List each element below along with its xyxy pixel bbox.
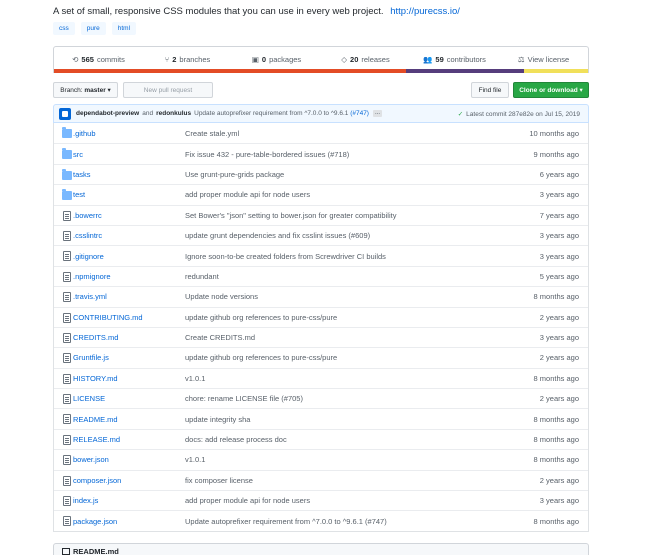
file-icon — [63, 211, 71, 221]
file-commit-message[interactable]: Ignore soon-to-be created folders from Screwdriver CI builds — [185, 251, 386, 261]
file-row[interactable] — [54, 143, 588, 163]
file-name-link[interactable]: Gruntfile.js — [73, 353, 109, 363]
file-name-link[interactable]: CREDITS.md — [73, 333, 119, 343]
file-commit-message[interactable]: Set Bower's "json" setting to bower.json for greater compatibility — [185, 210, 397, 220]
folder-icon — [62, 191, 72, 200]
branches-count: 2 — [172, 54, 177, 64]
file-commit-message[interactable]: Update autoprefixer requirement from ^7.0.0 to ^9.6.1 (#747) — [185, 516, 387, 526]
file-name-link[interactable]: README.md — [73, 414, 118, 424]
language-bar[interactable] — [54, 69, 588, 73]
contributors-count: 59 — [435, 54, 444, 64]
topic-tag[interactable]: pure — [81, 22, 106, 35]
file-commit-message[interactable]: update github org references to pure-css/pure — [185, 312, 338, 322]
commit-pr-link[interactable]: (#747) — [350, 110, 369, 117]
file-age: 2 years ago — [539, 353, 579, 363]
language-segment — [54, 69, 406, 73]
file-age: 3 years ago — [539, 231, 579, 241]
releases-label: releases — [361, 54, 390, 64]
clone-download-button[interactable] — [513, 82, 589, 98]
file-commit-message[interactable]: fix composer license — [185, 475, 253, 485]
file-icon — [63, 414, 71, 424]
repo-description — [53, 6, 460, 17]
file-name-link[interactable]: HISTORY.md — [73, 373, 118, 383]
file-icon — [63, 394, 71, 404]
file-row[interactable] — [54, 429, 588, 449]
file-row[interactable] — [54, 347, 588, 367]
caret-down-icon: ▾ — [579, 87, 583, 94]
file-name-link[interactable]: test — [73, 190, 86, 200]
file-name-link[interactable]: .csslintrc — [73, 231, 103, 241]
file-commit-message[interactable]: chore: rename LICENSE file (#705) — [185, 394, 303, 404]
commits-count: 565 — [81, 54, 94, 64]
file-name-link[interactable]: .npmignore — [73, 271, 111, 281]
file-age: 8 months ago — [533, 414, 579, 424]
license-link[interactable] — [499, 47, 588, 71]
file-age: 3 years ago — [539, 190, 579, 200]
file-name-link[interactable]: .gitignore — [73, 251, 104, 261]
file-icon — [63, 374, 71, 384]
caret-down-icon: ▾ — [107, 87, 111, 94]
file-row[interactable] — [54, 388, 588, 408]
file-name-link[interactable]: .travis.yml — [73, 292, 107, 302]
packages-count: 0 — [261, 54, 267, 64]
file-icon — [63, 476, 71, 486]
contributors-label: contributors — [446, 54, 486, 64]
file-row[interactable] — [54, 490, 588, 510]
file-age: 8 months ago — [533, 373, 579, 383]
file-commit-message[interactable]: Fix issue 432 - pure-table-bordered issues (#718) — [185, 149, 350, 159]
clone-label: Clone or download — [519, 86, 578, 94]
latest-commit-info[interactable] — [458, 110, 580, 118]
file-age: 2 years ago — [539, 475, 579, 485]
commit-message[interactable] — [194, 110, 369, 117]
branches-label: branches — [179, 54, 211, 64]
description-text: A set of small, responsive CSS modules that you can use in every web project. — [53, 6, 384, 17]
file-commit-message[interactable]: Use grunt-pure-grids package — [185, 169, 285, 179]
packages-label: packages — [269, 54, 302, 64]
file-age: 8 months ago — [533, 516, 579, 526]
file-row[interactable] — [54, 510, 588, 530]
contributors-link[interactable] — [410, 47, 499, 71]
file-age: 8 months ago — [533, 435, 579, 445]
branch-value: master — [84, 86, 106, 94]
branches-link[interactable] — [143, 47, 232, 71]
file-name-link[interactable]: src — [73, 149, 83, 159]
latest-commit-text: Latest commit 287e82e on Jul 15, 2019 — [466, 110, 580, 118]
file-name-link[interactable]: composer.json — [73, 475, 122, 485]
find-file-button[interactable]: Find file — [471, 82, 509, 98]
file-age: 8 months ago — [533, 455, 579, 465]
packages-link[interactable] — [232, 47, 321, 71]
file-row[interactable] — [54, 307, 588, 327]
commit-message-text: Update autoprefixer requirement from ^7.0.0 to ^9.6.1 — [194, 110, 349, 117]
topic-tag[interactable]: html — [112, 22, 136, 35]
file-age: 3 years ago — [539, 496, 579, 506]
file-commit-message[interactable]: Update node versions — [185, 292, 258, 302]
law-icon: ⚖ — [517, 54, 525, 64]
commits-label: commits — [96, 54, 125, 64]
file-age: 10 months ago — [529, 128, 579, 138]
file-age: 7 years ago — [539, 210, 579, 220]
file-age: 6 years ago — [539, 169, 579, 179]
file-commit-message[interactable]: update github org references to pure-css/pure — [185, 353, 338, 363]
file-age: 3 years ago — [539, 333, 579, 343]
file-commit-message[interactable]: Create CREDITS.md — [185, 333, 256, 343]
file-row[interactable] — [54, 164, 588, 184]
check-icon: ✓ — [457, 110, 464, 118]
file-name-link[interactable]: tasks — [73, 169, 91, 179]
language-segment — [524, 69, 588, 73]
latest-commit-bar — [53, 104, 589, 123]
file-name-link[interactable]: RELEASE.md — [73, 435, 121, 445]
file-age: 3 years ago — [539, 251, 579, 261]
package-icon: ▣ — [251, 54, 259, 64]
file-commit-message[interactable]: update grunt dependencies and fix csslint issues (#609) — [185, 231, 371, 241]
file-name-link[interactable]: bower.json — [73, 455, 109, 465]
file-commit-message[interactable]: v1.0.1 — [185, 373, 206, 383]
file-icon — [63, 516, 71, 526]
file-icon — [63, 455, 71, 465]
file-age: 2 years ago — [539, 394, 579, 404]
file-row[interactable] — [54, 225, 588, 245]
file-row[interactable] — [54, 368, 588, 388]
releases-count: 20 — [350, 54, 359, 64]
file-commit-message[interactable]: Create stale.yml — [185, 128, 240, 138]
file-icon — [63, 272, 71, 282]
file-row[interactable] — [54, 327, 588, 347]
file-icon — [63, 313, 71, 323]
branch-select-button[interactable] — [53, 82, 118, 98]
file-icon — [63, 435, 71, 445]
commits-link[interactable] — [54, 47, 143, 71]
book-icon — [62, 548, 70, 555]
commit-author-link[interactable]: dependabot-preview — [76, 110, 140, 117]
file-row[interactable] — [54, 184, 588, 204]
folder-icon — [62, 171, 72, 180]
file-row[interactable] — [54, 245, 588, 265]
numbers-summary — [53, 46, 589, 73]
branch-icon: ⑂ — [164, 54, 170, 64]
file-icon — [63, 353, 71, 363]
file-name-link[interactable]: package.json — [73, 516, 118, 526]
file-row[interactable] — [54, 123, 588, 143]
file-row[interactable] — [54, 266, 588, 286]
history-icon: ⟲ — [72, 54, 79, 64]
expand-commit-button[interactable]: ... — [374, 110, 380, 116]
file-row[interactable] — [54, 286, 588, 306]
file-commit-message[interactable]: add proper module api for node users — [185, 190, 311, 200]
branch-label: Branch: — [60, 86, 83, 94]
homepage-link[interactable]: http://purecss.io/ — [390, 6, 460, 17]
file-age: 5 years ago — [539, 271, 579, 281]
file-icon — [63, 496, 71, 506]
commit-coauthor-link[interactable]: redonkulus — [156, 110, 192, 117]
new-pull-request-button[interactable]: New pull request — [123, 82, 213, 98]
file-commit-message[interactable]: v1.0.1 — [185, 455, 206, 465]
file-name-link[interactable]: .github — [73, 128, 96, 138]
commit-and-text: and — [142, 110, 154, 117]
file-name-link[interactable]: LICENSE — [73, 394, 106, 404]
license-label: View license — [527, 54, 570, 64]
file-icon — [63, 333, 71, 343]
readme-title: README.md — [73, 546, 119, 555]
file-name-link[interactable]: index.js — [73, 496, 99, 506]
folder-icon — [62, 129, 72, 138]
file-icon — [63, 292, 71, 302]
avatar[interactable] — [59, 108, 71, 120]
file-commit-message[interactable]: update integrity sha — [185, 414, 251, 424]
file-age: 8 months ago — [533, 292, 579, 302]
file-icon — [63, 251, 71, 261]
topics-list — [53, 22, 136, 35]
file-row[interactable] — [54, 470, 588, 490]
releases-link[interactable] — [321, 47, 410, 71]
folder-icon — [62, 150, 72, 159]
file-commit-message[interactable]: redundant — [185, 271, 219, 281]
file-commit-message[interactable]: add proper module api for node users — [185, 496, 311, 506]
file-navigation — [53, 82, 589, 98]
file-name-link[interactable]: CONTRIBUTING.md — [73, 312, 143, 322]
file-age: 2 years ago — [539, 312, 579, 322]
file-list — [53, 123, 589, 532]
file-age: 9 months ago — [533, 149, 579, 159]
file-row[interactable] — [54, 205, 588, 225]
file-name-link[interactable]: .bowerrc — [73, 210, 102, 220]
file-row[interactable] — [54, 449, 588, 469]
people-icon: 👥 — [423, 54, 433, 64]
file-icon — [63, 231, 71, 241]
readme-header — [53, 543, 589, 555]
tag-icon: ◇ — [341, 54, 348, 64]
topic-tag[interactable]: css — [53, 22, 75, 35]
file-row[interactable] — [54, 408, 588, 428]
file-commit-message[interactable]: docs: add release process doc — [185, 435, 287, 445]
language-segment — [406, 69, 523, 73]
